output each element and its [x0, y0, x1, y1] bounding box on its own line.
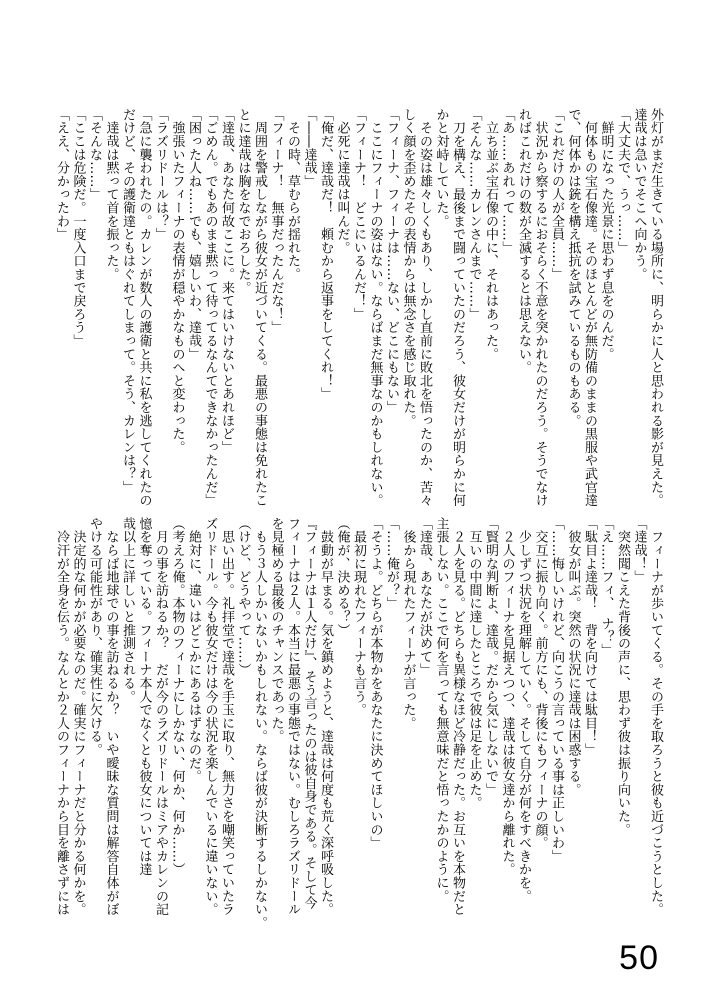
text-line: 「――達哉」 — [301, 108, 317, 188]
text-line: 最初に現れたフィーナも言う。 — [351, 517, 366, 717]
text-line: 交互に振り向く。前方にも、背後にもフィーナの顔。 — [532, 517, 548, 850]
text-line: 少しずつ状況を理解していく。そして自分が何をすべきかを。 — [516, 517, 531, 903]
text-line: 「ここは危険だ。一度入口まで戻ろう」 — [70, 108, 86, 348]
text-line: 達哉は急いでそこへ向かう。 — [631, 108, 647, 281]
text-line: 「そんな……カレンさんまで……」 — [466, 108, 482, 321]
text-line: 「これだけの人が全員……」 — [549, 108, 564, 281]
text-line: 「駄目よ達哉！ 背を向けては駄目！」 — [582, 517, 597, 757]
text-line: （考えろ俺。本物のフィーナにしかない、何か、何か……） — [169, 517, 185, 877]
text-line: その時、草むらが揺れた。 — [285, 108, 300, 281]
text-line: 「俺だ、達哉だ！ 頼むから返事をしてくれ！」 — [318, 108, 333, 401]
text-line: 絶対に、違いはどこかにあるはずなのだ。 — [186, 517, 201, 783]
text-line: 「賢明な判断よ、達哉。だから気にしないで」 — [483, 517, 498, 797]
page-number: 50 — [619, 939, 659, 977]
text-line: 「ごめん。でもあのまま黙って待ってるなんてできなかったんだ」 — [202, 108, 218, 507]
text-line: 後から現れたフィーナが言った。 — [400, 517, 416, 730]
text-line: 彼女が叫ぶ。突然の状況に達哉は困惑する。 — [565, 517, 581, 797]
text-line: 「……悔しいけれど、向こうの言っている事は正しいわ」 — [549, 517, 564, 863]
lower-text-block — [53, 517, 664, 947]
text-line: 周囲を警戒しながら彼女が近づいてくる。最悪の事態は免れたこ — [252, 108, 267, 507]
text-line: 突然聞こえた背後の声に、思わず彼は振り向いた。 — [615, 517, 630, 837]
text-line: フィーナが歩いてくる。その手を取ろうと彼も近づこうとした。 — [648, 517, 663, 916]
text-line: 鼓動が早まる。気を鎮めようと、達哉は何度も荒く深呼吸した。 — [318, 517, 333, 916]
text-line: 「達哉、あなたが決めて」 — [417, 517, 432, 677]
text-line: 立ち並ぶ宝石像の中に、それはあった。 — [483, 108, 498, 361]
text-line: かと対峙していた。 — [433, 108, 449, 228]
text-line: 「達哉！」 — [631, 517, 647, 584]
text-line: 「大丈夫で、うっ……」 — [615, 108, 630, 255]
text-line: だけど、その護衛達ともはぐれてしまって。そう、カレンは？」 — [120, 108, 135, 494]
text-line: （けど、どうやって……） — [235, 517, 251, 677]
text-line: ２人を見る。どちらも異様なほど冷静だった。お互いを本物だと — [450, 517, 465, 916]
text-line: 「あ……あれって……」 — [499, 108, 515, 255]
text-line: 鮮明になった光景に思わず息をのんだ。 — [598, 108, 614, 361]
text-line: 「ええ、分かったわ」 — [54, 108, 69, 241]
text-line: 「フィーナ！ 無事だったんだな！」 — [268, 108, 284, 335]
text-line: 強張いたフィーナの表情が穏やかなものへと変わった。 — [169, 108, 185, 454]
text-line: 「急に襲われたの。カレンが数人の護衛と共に私を逃してくれたの — [136, 108, 152, 507]
text-line: 外灯がまだ生きている場所に、明らかに人と思われる影が見えた。 — [648, 108, 663, 507]
text-line: 「そんな……」 — [87, 108, 102, 202]
text-line: ２人のフィーナを見据えつつ、達哉は彼女達から離れた。 — [499, 517, 515, 877]
text-line: フィーナは２人。本当に最悪の事態ではない。むしろラズリドール — [285, 517, 300, 916]
text-line: 憶を奪っている。フィーナ本人でなくとも彼女については達 — [136, 517, 152, 877]
text-line: を見極める最後のチャンスであった。 — [268, 517, 284, 744]
text-line: 「ラズリドールは？」 — [153, 108, 168, 241]
text-line: 思い出す。礼拝堂で達哉を手玉に取り、無力さを嘲笑っていたラ — [219, 517, 234, 916]
text-line: とに達哉は胸をなでおろした。 — [235, 108, 251, 295]
text-line: で、何体かは銃を構え抵抗を試みているものもある。 — [565, 108, 581, 428]
text-line: 達哉は黙って首を振った。 — [103, 108, 119, 281]
text-line: 何体もの宝石像達。そのほとんどが無防備のままの黒服や武官達 — [582, 108, 597, 507]
text-line: 「フィーナ、フィーナは……ない、どこにもない」 — [384, 108, 399, 414]
text-line: ここにフィーナの姿はない。ならばまだ無事なのかもしれない。 — [367, 108, 383, 507]
text-line: 必死に達哉は叫んだ。 — [334, 108, 350, 255]
text-line: 互いの中間に達したところで彼は足を止めた。 — [466, 517, 482, 810]
text-line: 決定的な何かが必要なのだ。確実にフィーナだと分かる何かを。 — [70, 517, 86, 916]
text-line: 「達哉、あなた何故ここに。来てはいけないとあれほど」 — [219, 108, 234, 454]
text-line: 「え……フィ、 ナ？」 — [598, 517, 614, 657]
text-line: 月の事を訪ねるか？ だが今のラズリドールはミアやカレンの記 — [153, 517, 168, 916]
text-line: しく顔を歪めたその表情からは無念さを感じ取れた。 — [400, 108, 416, 428]
text-line: 「……俺が？」 — [384, 517, 399, 611]
text-line: 主張しない。ここで何を言っても無意味だと悟ったかのように。 — [433, 517, 449, 903]
text-line: 「そうよ。どちらが本物かをあなたに決めてほしいの」 — [367, 517, 383, 850]
text-line: その姿は雄々しくもあり、しかし直前に敗北を悟ったのか、苦々 — [417, 108, 432, 507]
text-line: 哉以上に詳しいと推測される。 — [120, 517, 135, 704]
upper-text-block — [53, 108, 664, 507]
text-line: （俺が、決める？） — [334, 517, 350, 637]
text-line: ならば地球での事を訪ねるか？ いや曖昧な質問は解答自体がぼ — [103, 517, 119, 916]
text-line: 『フィーナは１人だけ』、そう言ったのは彼自身である。そして今 — [301, 517, 317, 910]
text-line: ればこれだけの数が全滅するとは思えない。 — [516, 108, 531, 374]
text-line: やける可能性があり、確実性に欠ける。 — [87, 517, 102, 757]
text-line: もう３人しかいないかもしれない。ならば彼が決断するしかない。 — [252, 517, 267, 930]
text-line: 「困った人ね……でも、嬉しいわ、達哉」 — [186, 108, 201, 361]
text-line: 冷汗が全身を伝う。なんとか２人のフィーナから目を離さずには — [54, 517, 69, 916]
text-line: 状況から察するにおそらく不意を突かれたのだろう。そうでなけ — [532, 108, 548, 507]
text-line: ズリドール。今も彼女だけは今の状況を楽しんでいるに違いない。 — [202, 517, 218, 916]
text-line: 刀を構え、最後まで闘っていたのだろう、彼女だけが明らかに何 — [450, 108, 465, 507]
text-line: 「フィーナ！ どこにいるんだ！」 — [351, 108, 366, 321]
